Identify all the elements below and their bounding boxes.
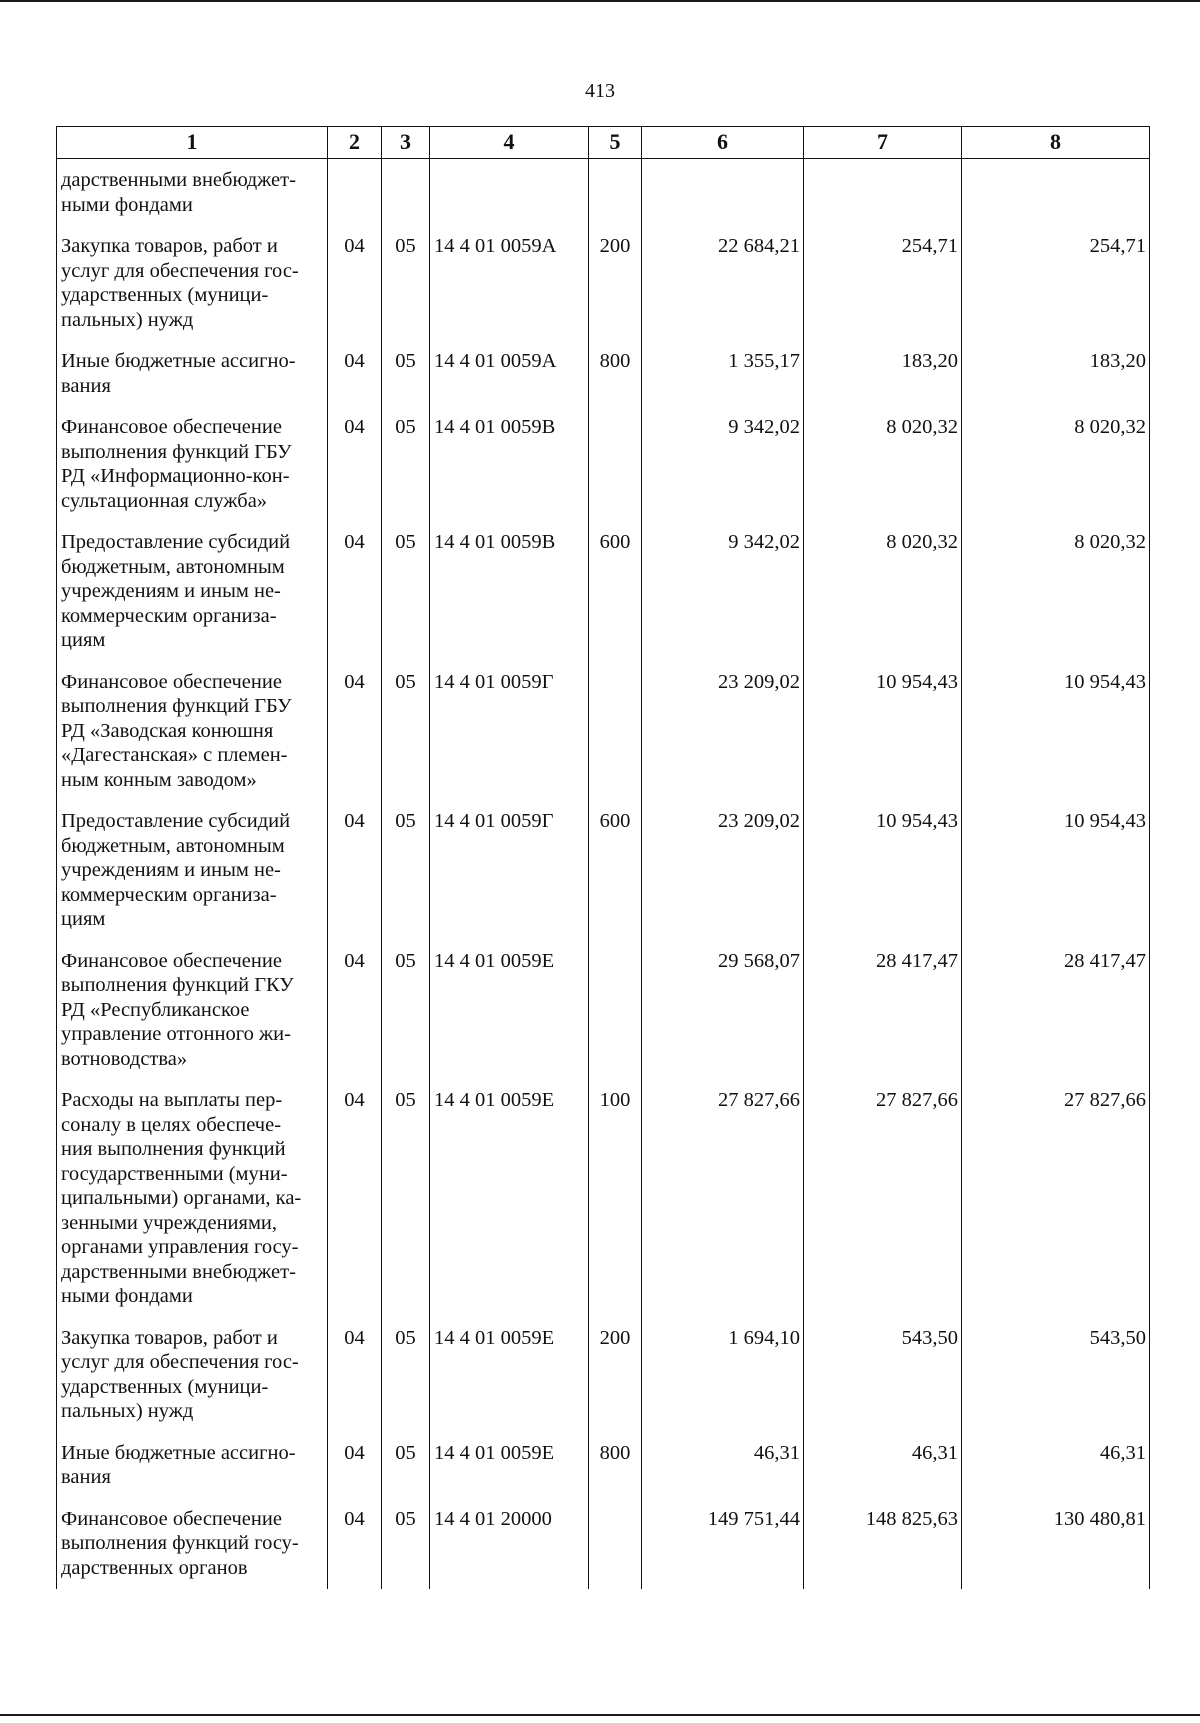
cell-expense-type: 800	[589, 1435, 642, 1501]
table-header	[57, 127, 1150, 159]
cell-target-article: 14 4 01 0059А	[430, 228, 589, 343]
cell-amount-col8: 8 020,32	[962, 409, 1150, 524]
cell-amount-col8: 28 417,47	[962, 943, 1150, 1083]
table-row	[57, 1501, 1150, 1590]
cell-expense-type	[589, 1501, 642, 1590]
cell-subsection: 05	[382, 1082, 430, 1320]
cell-target-article: 14 4 01 0059Е	[430, 1435, 589, 1501]
cell-amount-col8: 130 480,81	[962, 1501, 1150, 1590]
cell-target-article: 14 4 01 0059Е	[430, 1082, 589, 1320]
cell-subsection: 05	[382, 228, 430, 343]
cell-amount-col6: 149 751,44	[642, 1501, 804, 1590]
cell-expense-type: 100	[589, 1082, 642, 1320]
cell-subsection: 05	[382, 343, 430, 409]
row-name: Финансовое обеспечение выполнения функций ГБУ РД «Информационно-кон- сультационная служба»	[57, 409, 328, 524]
cell-expense-type: 600	[589, 803, 642, 943]
cell-amount-col7: 148 825,63	[804, 1501, 962, 1590]
cell-amount-col6: 27 827,66	[642, 1082, 804, 1320]
cell-target-article: 14 4 01 0059А	[430, 343, 589, 409]
cell-amount-col7: 183,20	[804, 343, 962, 409]
cell-subsection: 05	[382, 943, 430, 1083]
cell-section: 04	[328, 228, 382, 343]
header-col-7: 7	[804, 127, 962, 159]
cell-amount-col6: 1 694,10	[642, 1320, 804, 1435]
row-name: Закупка товаров, работ и услуг для обеспечения гос- ударственных (муници- пальных) нужд	[57, 228, 328, 343]
header-col-8: 8	[962, 127, 1150, 159]
cell-amount-col8: 8 020,32	[962, 524, 1150, 664]
cell-section: 04	[328, 664, 382, 804]
row-name: Закупка товаров, работ и услуг для обеспечения гос- ударственных (муници- пальных) нужд	[57, 1320, 328, 1435]
cell-amount-col7: 10 954,43	[804, 803, 962, 943]
cell-amount-col8: 46,31	[962, 1435, 1150, 1501]
cell-expense-type: 200	[589, 1320, 642, 1435]
table-row	[57, 409, 1150, 524]
cell-expense-type: 800	[589, 343, 642, 409]
cell-section: 04	[328, 1320, 382, 1435]
header-col-2: 2	[328, 127, 382, 159]
cell-section: 04	[328, 524, 382, 664]
cell-amount-col7: 8 020,32	[804, 524, 962, 664]
table-row	[57, 664, 1150, 804]
cell-amount-col7: 28 417,47	[804, 943, 962, 1083]
cell-amount-col6: 23 209,02	[642, 664, 804, 804]
cell-section: 04	[328, 1435, 382, 1501]
cell-target-article: 14 4 01 0059Г	[430, 803, 589, 943]
cell-amount-col8: 254,71	[962, 228, 1150, 343]
row-name: Иные бюджетные ассигно- вания	[57, 343, 328, 409]
cell-amount-col8: 27 827,66	[962, 1082, 1150, 1320]
table-row	[57, 524, 1150, 664]
row-name: Предоставление субсидий бюджетным, автономным учреждениям и иным не- коммерческим организа- циям	[57, 524, 328, 664]
header-col-5: 5	[589, 127, 642, 159]
cell-section: 04	[328, 1082, 382, 1320]
cell-amount-col6: 22 684,21	[642, 228, 804, 343]
table-row	[57, 1082, 1150, 1320]
cell-section: 04	[328, 409, 382, 524]
cell-amount-col7: 254,71	[804, 228, 962, 343]
page-number: 413	[585, 80, 615, 102]
cell-target-article	[430, 159, 589, 229]
cell-amount-col7: 543,50	[804, 1320, 962, 1435]
cell-section: 04	[328, 803, 382, 943]
cell-target-article: 14 4 01 0059Е	[430, 943, 589, 1083]
cell-target-article: 14 4 01 0059Е	[430, 1320, 589, 1435]
cell-amount-col6: 46,31	[642, 1435, 804, 1501]
cell-expense-type	[589, 409, 642, 524]
cell-section	[328, 159, 382, 229]
cell-amount-col7: 46,31	[804, 1435, 962, 1501]
cell-amount-col6	[642, 159, 804, 229]
budget-table	[56, 126, 1150, 1589]
cell-expense-type	[589, 159, 642, 229]
cell-expense-type: 600	[589, 524, 642, 664]
row-name: Финансовое обеспечение выполнения функций ГКУ РД «Республиканское управление отгонного жи- вотноводства»	[57, 943, 328, 1083]
table-body	[57, 159, 1150, 1590]
cell-subsection: 05	[382, 524, 430, 664]
cell-target-article: 14 4 01 0059В	[430, 409, 589, 524]
cell-section: 04	[328, 943, 382, 1083]
cell-amount-col8	[962, 159, 1150, 229]
row-name: Расходы на выплаты пер- соналу в целях обеспече- ния выполнения функций государственными (муни- ципальными) органами, ка- зенными учреждениями, органами управления госу- дарственными внебюджет- ными фондами	[57, 1082, 328, 1320]
cell-expense-type	[589, 943, 642, 1083]
cell-subsection: 05	[382, 803, 430, 943]
cell-amount-col8: 10 954,43	[962, 803, 1150, 943]
cell-amount-col7: 8 020,32	[804, 409, 962, 524]
cell-amount-col6: 1 355,17	[642, 343, 804, 409]
table-row	[57, 943, 1150, 1083]
cell-amount-col8: 183,20	[962, 343, 1150, 409]
cell-target-article: 14 4 01 0059Г	[430, 664, 589, 804]
cell-subsection: 05	[382, 1320, 430, 1435]
table-row	[57, 343, 1150, 409]
header-col-1: 1	[57, 127, 328, 159]
cell-amount-col8: 10 954,43	[962, 664, 1150, 804]
cell-subsection: 05	[382, 664, 430, 804]
row-name: Финансовое обеспечение выполнения функций ГБУ РД «Заводская конюшня «Дагестанская» с племен- ным конным заводом»	[57, 664, 328, 804]
row-name: Предоставление субсидий бюджетным, автономным учреждениям и иным не- коммерческим организа- циям	[57, 803, 328, 943]
cell-amount-col6: 9 342,02	[642, 409, 804, 524]
cell-section: 04	[328, 1501, 382, 1590]
cell-target-article: 14 4 01 0059В	[430, 524, 589, 664]
row-name: Финансовое обеспечение выполнения функций госу- дарственных органов	[57, 1501, 328, 1590]
cell-amount-col6: 23 209,02	[642, 803, 804, 943]
cell-expense-type: 200	[589, 228, 642, 343]
table-row	[57, 1435, 1150, 1501]
cell-subsection	[382, 159, 430, 229]
header-row	[57, 127, 1150, 159]
cell-amount-col6: 9 342,02	[642, 524, 804, 664]
table-row	[57, 228, 1150, 343]
header-col-4: 4	[430, 127, 589, 159]
cell-amount-col7: 27 827,66	[804, 1082, 962, 1320]
bottom-rule	[0, 1714, 1200, 1716]
header-col-3: 3	[382, 127, 430, 159]
row-name: Иные бюджетные ассигно- вания	[57, 1435, 328, 1501]
header-col-6: 6	[642, 127, 804, 159]
row-name: дарственными внебюджет- ными фондами	[57, 159, 328, 229]
cell-expense-type	[589, 664, 642, 804]
top-rule	[0, 0, 1200, 2]
table-row	[57, 1320, 1150, 1435]
cell-amount-col6: 29 568,07	[642, 943, 804, 1083]
table-row	[57, 159, 1150, 229]
cell-section: 04	[328, 343, 382, 409]
table-row	[57, 803, 1150, 943]
cell-amount-col7: 10 954,43	[804, 664, 962, 804]
cell-subsection: 05	[382, 409, 430, 524]
cell-target-article: 14 4 01 20000	[430, 1501, 589, 1590]
cell-subsection: 05	[382, 1435, 430, 1501]
cell-amount-col7	[804, 159, 962, 229]
cell-subsection: 05	[382, 1501, 430, 1590]
cell-amount-col8: 543,50	[962, 1320, 1150, 1435]
